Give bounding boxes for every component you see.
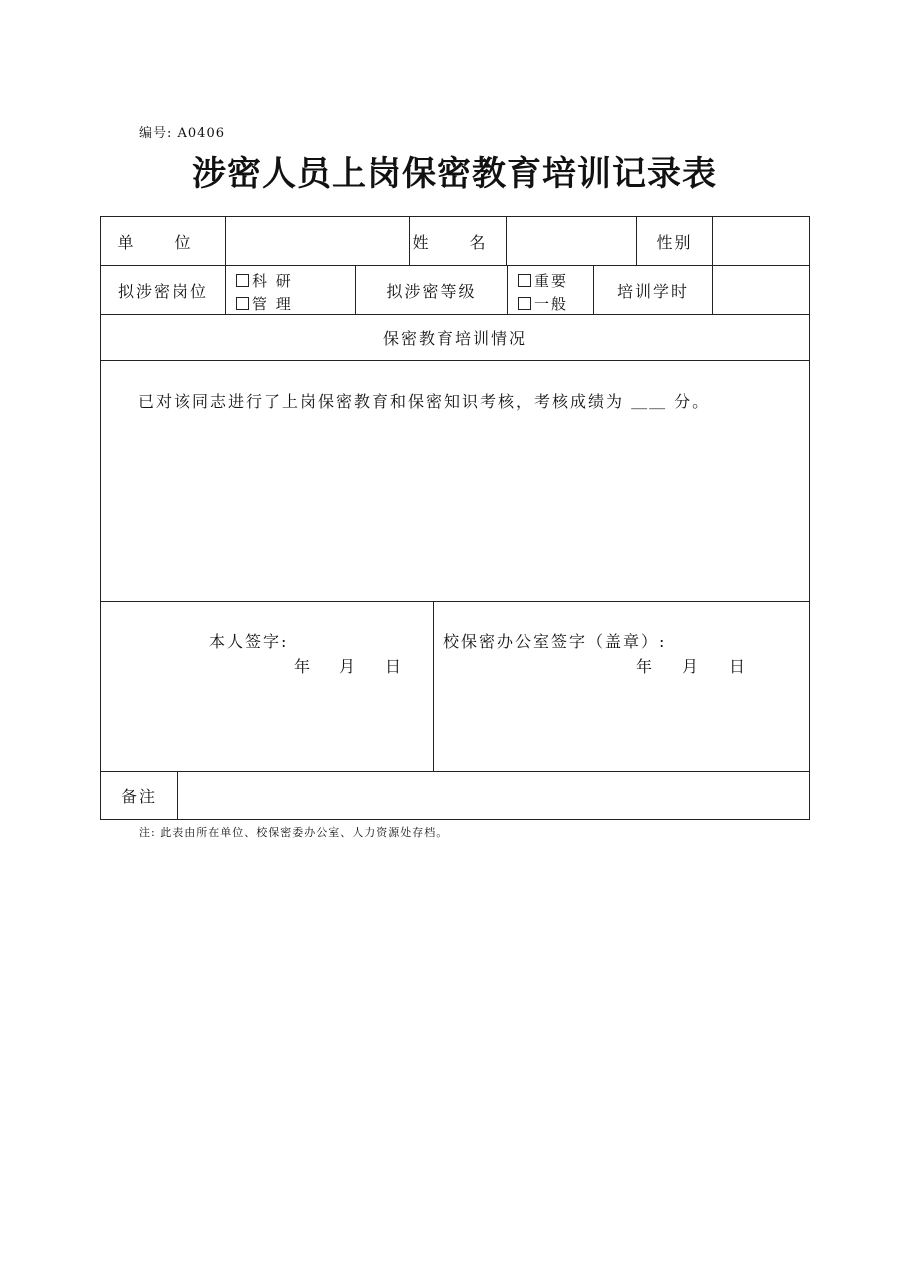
training-statement: 已对该同志进行了上岗保密教育和保密知识考核，考核成绩为 ＿＿ 分。 xyxy=(138,392,711,411)
section-heading: 保密教育培训情况 xyxy=(382,329,527,348)
gender-field[interactable] xyxy=(712,216,810,266)
hours-label: 培训学时 xyxy=(616,281,689,301)
post-label-cell xyxy=(100,265,226,315)
level-option-general-label: 一般 xyxy=(534,295,569,313)
hours-field[interactable] xyxy=(712,265,810,315)
name-label: 姓 名 xyxy=(412,232,504,252)
self-date-day: 日 xyxy=(385,657,402,676)
level-label: 拟涉密等级 xyxy=(386,281,477,301)
office-signature-cell[interactable] xyxy=(433,601,810,772)
remarks-label-cell xyxy=(100,771,178,820)
post-option-management[interactable] xyxy=(236,293,293,314)
form-code: 编号: A0406 xyxy=(139,126,225,141)
gender-label-cell xyxy=(636,216,713,266)
self-signature-cell[interactable] xyxy=(100,601,434,772)
post-label: 拟涉密岗位 xyxy=(117,281,208,301)
checkbox-icon[interactable] xyxy=(518,274,531,287)
unit-label: 单 位 xyxy=(117,232,209,252)
post-option-research[interactable] xyxy=(236,270,293,291)
office-date-month: 月 xyxy=(682,657,699,676)
hours-label-cell xyxy=(593,265,713,315)
self-date-year: 年 xyxy=(294,657,311,676)
level-option-general[interactable] xyxy=(518,293,568,314)
post-options-cell xyxy=(225,265,356,315)
self-signature-label: 本人签字: xyxy=(209,632,289,651)
training-statement-cell[interactable] xyxy=(100,360,810,602)
page-title: 涉密人员上岗保密教育培训记录表 xyxy=(192,154,717,194)
post-option-management-label: 管 理 xyxy=(252,295,293,313)
unit-field[interactable] xyxy=(225,216,410,266)
office-date-year: 年 xyxy=(636,657,653,676)
checkbox-icon[interactable] xyxy=(236,297,249,310)
name-label-cell xyxy=(409,216,507,266)
office-date-day: 日 xyxy=(729,657,746,676)
footnote: 注: 此表由所在单位、校保密委办公室、人力资源处存档。 xyxy=(139,826,449,839)
level-options-cell xyxy=(507,265,594,315)
checkbox-icon[interactable] xyxy=(518,297,531,310)
office-signature-label: 校保密办公室签字（盖章）: xyxy=(443,632,667,651)
level-label-cell xyxy=(355,265,508,315)
post-option-research-label: 科 研 xyxy=(252,272,293,290)
section-heading-cell xyxy=(100,314,810,361)
self-date-month: 月 xyxy=(339,657,356,676)
name-field[interactable] xyxy=(506,216,637,266)
level-option-important[interactable] xyxy=(518,270,568,291)
checkbox-icon[interactable] xyxy=(236,274,249,287)
gender-label: 性别 xyxy=(656,232,693,252)
level-option-important-label: 重要 xyxy=(534,272,569,290)
remarks-field[interactable] xyxy=(177,771,810,820)
unit-label-cell xyxy=(100,216,226,266)
remarks-label: 备注 xyxy=(120,787,157,806)
